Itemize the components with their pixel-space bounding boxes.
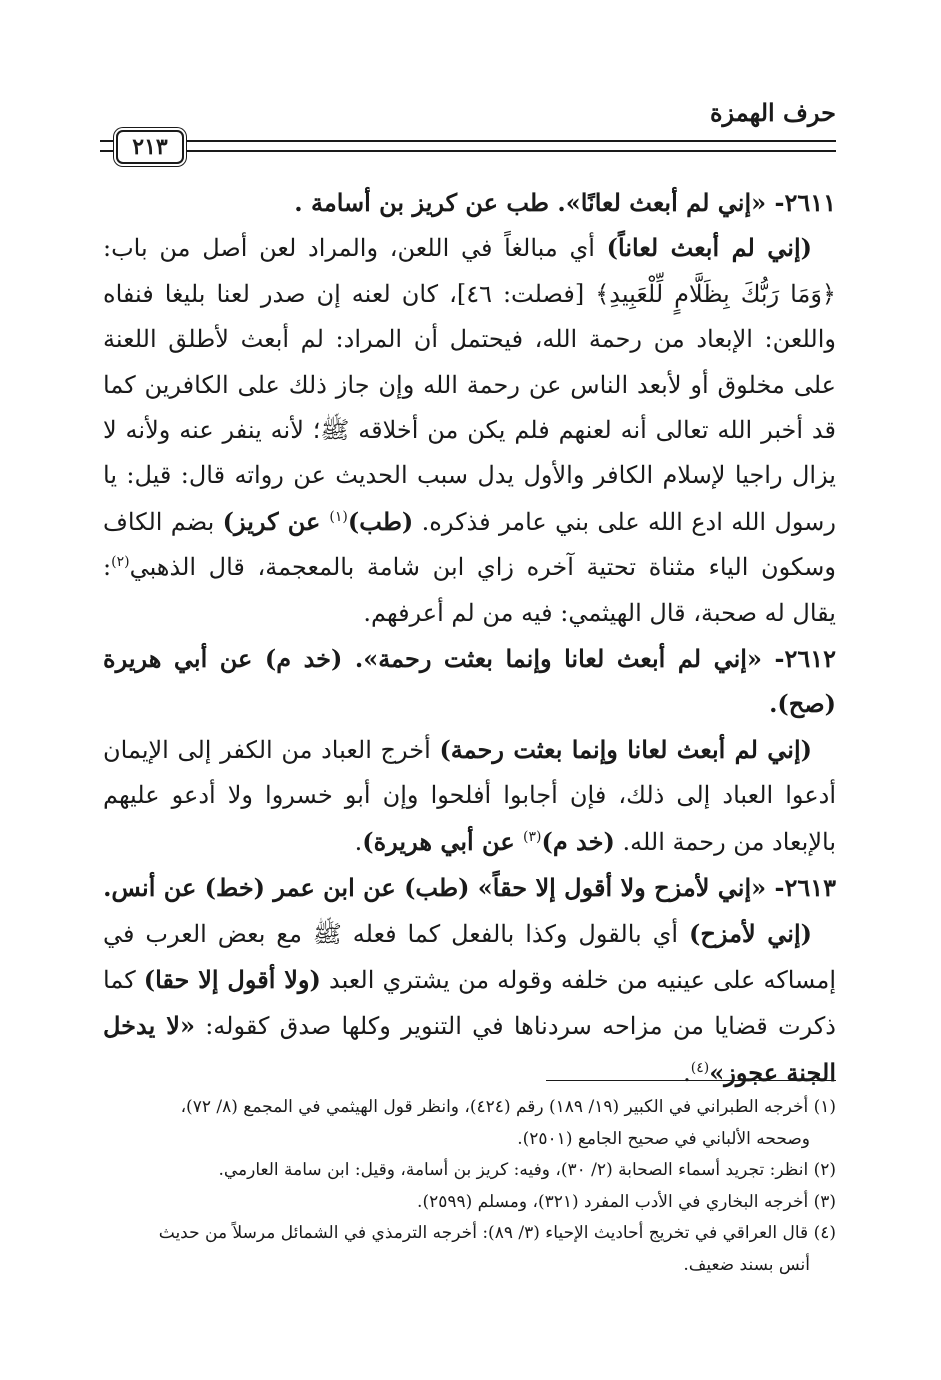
footnote-4: (٤) قال العراقي في تخريج أحاديث الإحياء (٣/ ٨٩): أخرجه الترمذي في الشمائل مرسلاً من حديث xyxy=(158,1223,836,1244)
commentary-text: . xyxy=(683,1058,691,1087)
page-number: ٢١٣ xyxy=(116,130,184,164)
hadith-2611: ٢٦١١- «إني لم أبعث لعانًا». طب عن كريز بن أسامة . xyxy=(294,188,836,217)
footnote-1: (١) أخرجه الطبراني في الكبير (١٩/ ١٨٩) رقم (٤٢٤)، وانظر قول الهيثمي في المجمع (٨/ ٧٢)، xyxy=(180,1097,836,1117)
footnote-ref-3[interactable]: (٣) xyxy=(523,828,542,845)
commentary-text: كما ذكرت قضايا من مزاحه سردناها في التنوير وكلها صدق كقوله: xyxy=(103,965,836,1041)
commentary-text: أي بالقول وكذا بالفعل كما فعله ﷺ مع بعض العرب في إمساكه على عينيه من خلفه وقوله من يشتري العبد xyxy=(103,919,836,994)
commentary-2612 xyxy=(103,727,836,865)
footnote-ref-1[interactable]: (١) xyxy=(329,508,348,525)
commentary-term: (إني لم أبعث لعانا وإنما بعثت رحمة) xyxy=(439,734,813,764)
header-rule-end xyxy=(100,140,114,152)
commentary-text: أخرج العباد من الكفر إلى الإيمان أدعوا العباد إلى ذلك، فإن أجابوا أفلحوا وإن أبو خسروا ولا أدعو عليهم بالإبعاد من رحمة الله. xyxy=(103,735,836,856)
hadith-2613: ٢٦١٣- «إني لأمزح ولا أقول إلا حقاً» (طب) عن ابن عمر (خط) عن أنس. xyxy=(103,873,836,903)
running-title: حرف الهمزة xyxy=(709,98,836,127)
commentary-text: بضم الكاف وسكون الياء مثناة تحتية آخره زاي ابن شامة بالمعجمة، قال الذهبي xyxy=(103,507,836,582)
footnote-ref-2[interactable]: (٢) xyxy=(111,554,130,571)
commentary-term: (إني لم أبعث لعاناً) xyxy=(606,233,812,263)
hadith-2612: ٢٦١٢- «إني لم أبعث لعانا وإنما بعثت رحمة». (خد م) عن أبي هريرة (صح). xyxy=(103,644,836,719)
commentary-term: (ولا أقول إلا حقا) xyxy=(143,964,321,994)
footnotes xyxy=(103,1092,836,1282)
footnote-4-continued: أنس بسند ضعيف. xyxy=(683,1254,810,1275)
commentary-term: (إني لأمزح) xyxy=(689,918,812,948)
commentary-text: أي مبالغاً في اللعن، والمراد لعن أصل من باب: ﴿وَمَا رَبُّكَ بِظَلَّامٍ لِّلْعَبِيدِ﴾ [فصلت: ٤٦]، كان لعنه إن صدر لعنا بليغا فنفاه واللعن: الإبعاد من رحمة الله، فيحتمل أن المراد: لم أبعث لأطلق اللعنة على مخلوق أو لأبعد الناس عن رحمة الله وإن جاز ذلك على الكافرين كما قد أخبر الله تعالى أنه لعنهم فلم يكن من أخلاقه ﷺ؛ لأنه ينفر عنه ولأنه لا يزال راجيا لإسلام الكافر والأول يدل سبب الحديث عن رواته قال: قيل: يا رسول الله ادع الله على بني عامر فذكره. xyxy=(103,234,836,536)
source-abbrev: (طب) xyxy=(347,506,414,536)
quoted-hadith: «لا يدخل الجنة عجوز» xyxy=(103,1011,836,1087)
footnote-separator xyxy=(546,1080,836,1081)
commentary-text: . xyxy=(354,827,363,856)
source-abbrev: (خد م) xyxy=(541,826,615,856)
footnote-ref-4[interactable]: (٤) xyxy=(690,1059,710,1076)
footnote-2: (٢) انظر: تجريد أسماء الصحابة (٢/ ٣٠)، وفيه: كريز بن أسامة، وقيل: ابن سامة العارمي. xyxy=(218,1160,836,1181)
commentary-text: : يقال له صحبة، قال الهيثمي: فيه من لم أعرفهم. xyxy=(103,553,836,627)
footnote-3: (٣) أخرجه البخاري في الأدب المفرد (٣٢١)، ومسلم (٢٥٩٩). xyxy=(417,1191,836,1212)
main-text xyxy=(103,180,836,1096)
commentary-2611 xyxy=(103,225,836,636)
source-narrator: عن كريز) xyxy=(222,506,330,536)
source-narrator: عن أبي هريرة) xyxy=(362,826,523,856)
header-double-rule xyxy=(185,140,836,152)
commentary-2613 xyxy=(103,911,836,1097)
footnote-1-continued: وصححه الألباني في صحيح الجامع (٢٥٠١). xyxy=(517,1128,810,1149)
